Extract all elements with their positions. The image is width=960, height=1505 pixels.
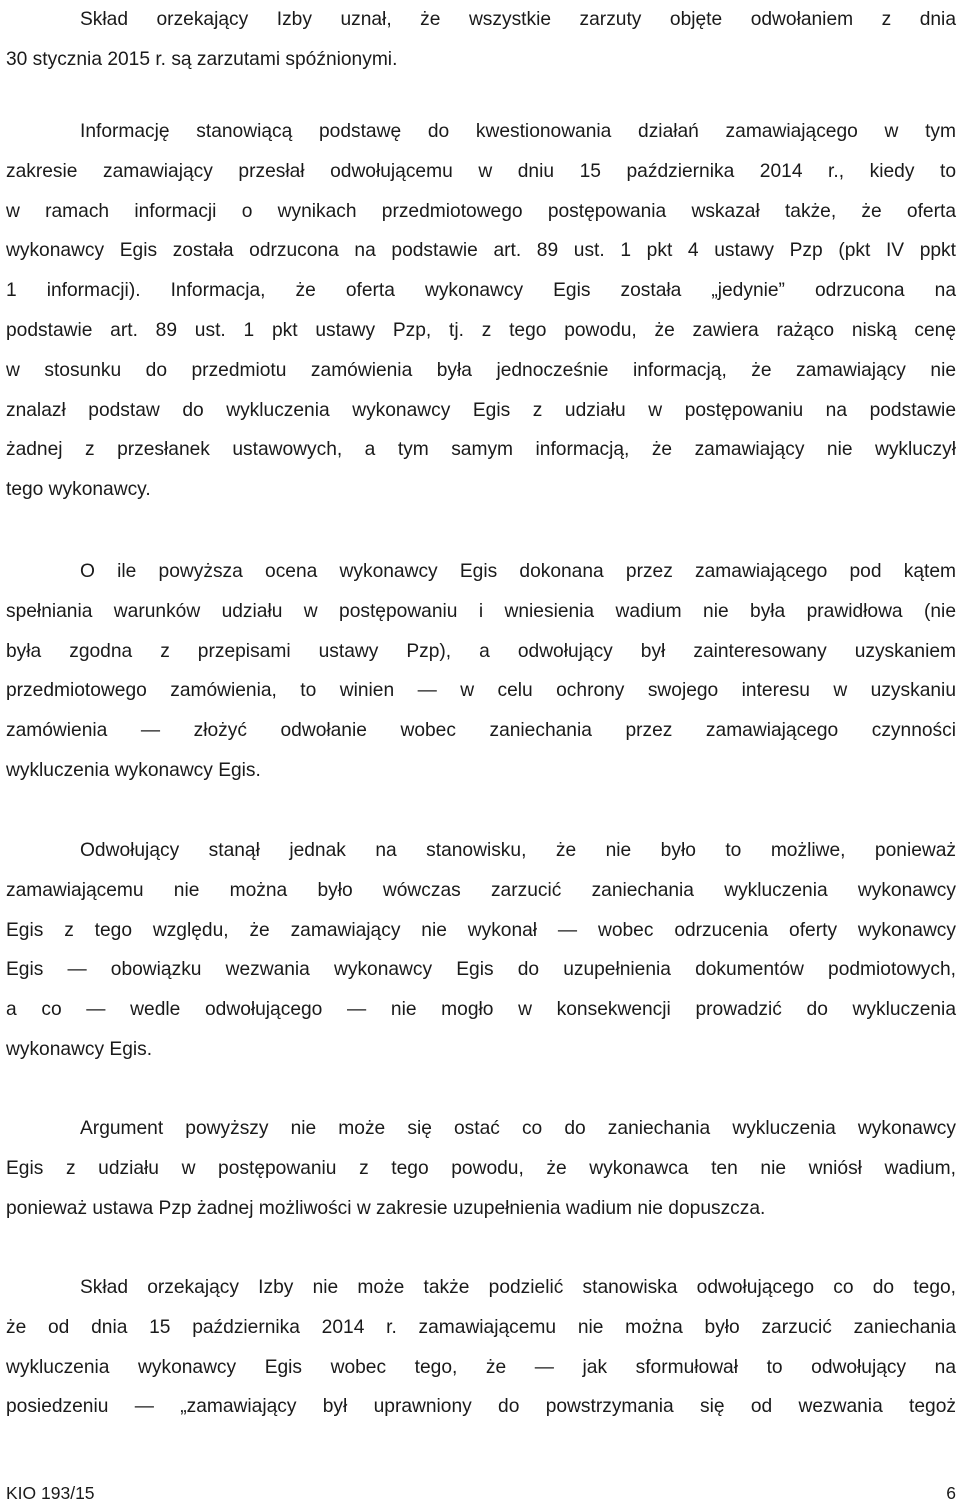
- text-line: O ile powyższa ocena wykonawcy Egis dokonana przez zamawiającego pod kątem: [80, 561, 956, 582]
- text-line: Egis — obowiązku wezwania wykonawcy Egis do uzupełnienia dokumentów podmiotowych,: [6, 959, 956, 981]
- text-line: ponieważ ustawa Pzp żadnej możliwości w zakresie uzupełnienia wadium nie dopuszcza.: [6, 1197, 766, 1219]
- text-line: spełniania warunków udziału w postępowaniu i wniesienia wadium nie była prawidłowa (nie: [6, 600, 956, 622]
- text-line: była zgodna z przepisami ustawy Pzp), a odwołujący był zainteresowany uzyskaniem: [6, 640, 956, 662]
- paragraph: [6, 831, 956, 1070]
- paragraph: [6, 112, 956, 510]
- text-line: Odwołujący stanął jednak na stanowisku, że nie było to możliwe, ponieważ: [80, 840, 956, 861]
- text-line: a co — wedle odwołującego — nie mogło w konsekwencji prowadzić do wykluczenia: [6, 999, 956, 1021]
- text-line: Skład orzekający Izby nie może także podzielić stanowiska odwołującego co do tego,: [80, 1277, 956, 1298]
- text-line: posiedzeniu — „zamawiający był uprawniony do powstrzymania się od wezwania tegoż: [6, 1396, 956, 1418]
- paragraph: [6, 1109, 956, 1228]
- text-line: żadnej z przesłanek ustawowych, a tym samym informacją, że zamawiający nie wykluczył: [6, 439, 956, 461]
- text-line: Egis z tego względu, że zamawiający nie wykonał — wobec odrzucenia oferty wykonawcy: [6, 919, 956, 941]
- text-line: Skład orzekający Izby uznał, że wszystkie zarzuty objęte odwołaniem z dnia: [80, 9, 956, 30]
- paragraph: [6, 0, 956, 80]
- text-line: wykluczenia wykonawcy Egis.: [6, 759, 261, 781]
- text-line: Informację stanowiącą podstawę do kwestionowania działań zamawiającego w tym: [80, 121, 956, 142]
- text-line: że od dnia 15 października 2014 r. zamawiającemu nie można było zarzucić zaniechania: [6, 1316, 956, 1338]
- text-line: 1 informacji). Informacja, że oferta wykonawcy Egis została „jedynie” odrzucona na: [6, 280, 956, 302]
- paragraph: [6, 1268, 956, 1427]
- text-line: w ramach informacji o wynikach przedmiotowego postępowania wskazał także, że oferta: [6, 200, 956, 222]
- text-line: znalazł podstaw do wykluczenia wykonawcy Egis z udziału w postępowaniu na podstawie: [6, 399, 956, 421]
- text-line: wykonawcy Egis została odrzucona na podstawie art. 89 ust. 1 pkt 4 ustawy Pzp (pkt IV ppkt: [6, 240, 956, 262]
- text-line: podstawie art. 89 ust. 1 pkt ustawy Pzp, tj. z tego powodu, że zawiera rażąco niską cenę: [6, 319, 956, 341]
- text-line: 30 stycznia 2015 r. są zarzutami spóźnionymi.: [6, 48, 398, 70]
- text-line: Egis z udziału w postępowaniu z tego powodu, że wykonawca ten nie wniósł wadium,: [6, 1157, 956, 1179]
- text-line: wykluczenia wykonawcy Egis wobec tego, że — jak sformułował to odwołujący na: [6, 1356, 956, 1378]
- text-line: Argument powyższy nie może się ostać co do zaniechania wykluczenia wykonawcy: [80, 1118, 956, 1139]
- text-line: przedmiotowego zamówienia, to winien — w celu ochrony swojego interesu w uzyskaniu: [6, 680, 956, 702]
- paragraph: [6, 552, 956, 791]
- text-line: tego wykonawcy.: [6, 479, 151, 501]
- text-line: zamówienia — złożyć odwołanie wobec zaniechania przez zamawiającego czynności: [6, 720, 956, 742]
- text-line: zamawiającemu nie można było wówczas zarzucić zaniechania wykluczenia wykonawcy: [6, 879, 956, 901]
- text-line: w stosunku do przedmiotu zamówienia była jednocześnie informacją, że zamawiający nie: [6, 359, 956, 381]
- text-line: wykonawcy Egis.: [6, 1038, 153, 1060]
- page-number: 6: [946, 1483, 956, 1503]
- text-line: zakresie zamawiający przesłał odwołującemu w dniu 15 października 2014 r., kiedy to: [6, 160, 956, 182]
- case-reference: KIO 193/15: [6, 1483, 95, 1503]
